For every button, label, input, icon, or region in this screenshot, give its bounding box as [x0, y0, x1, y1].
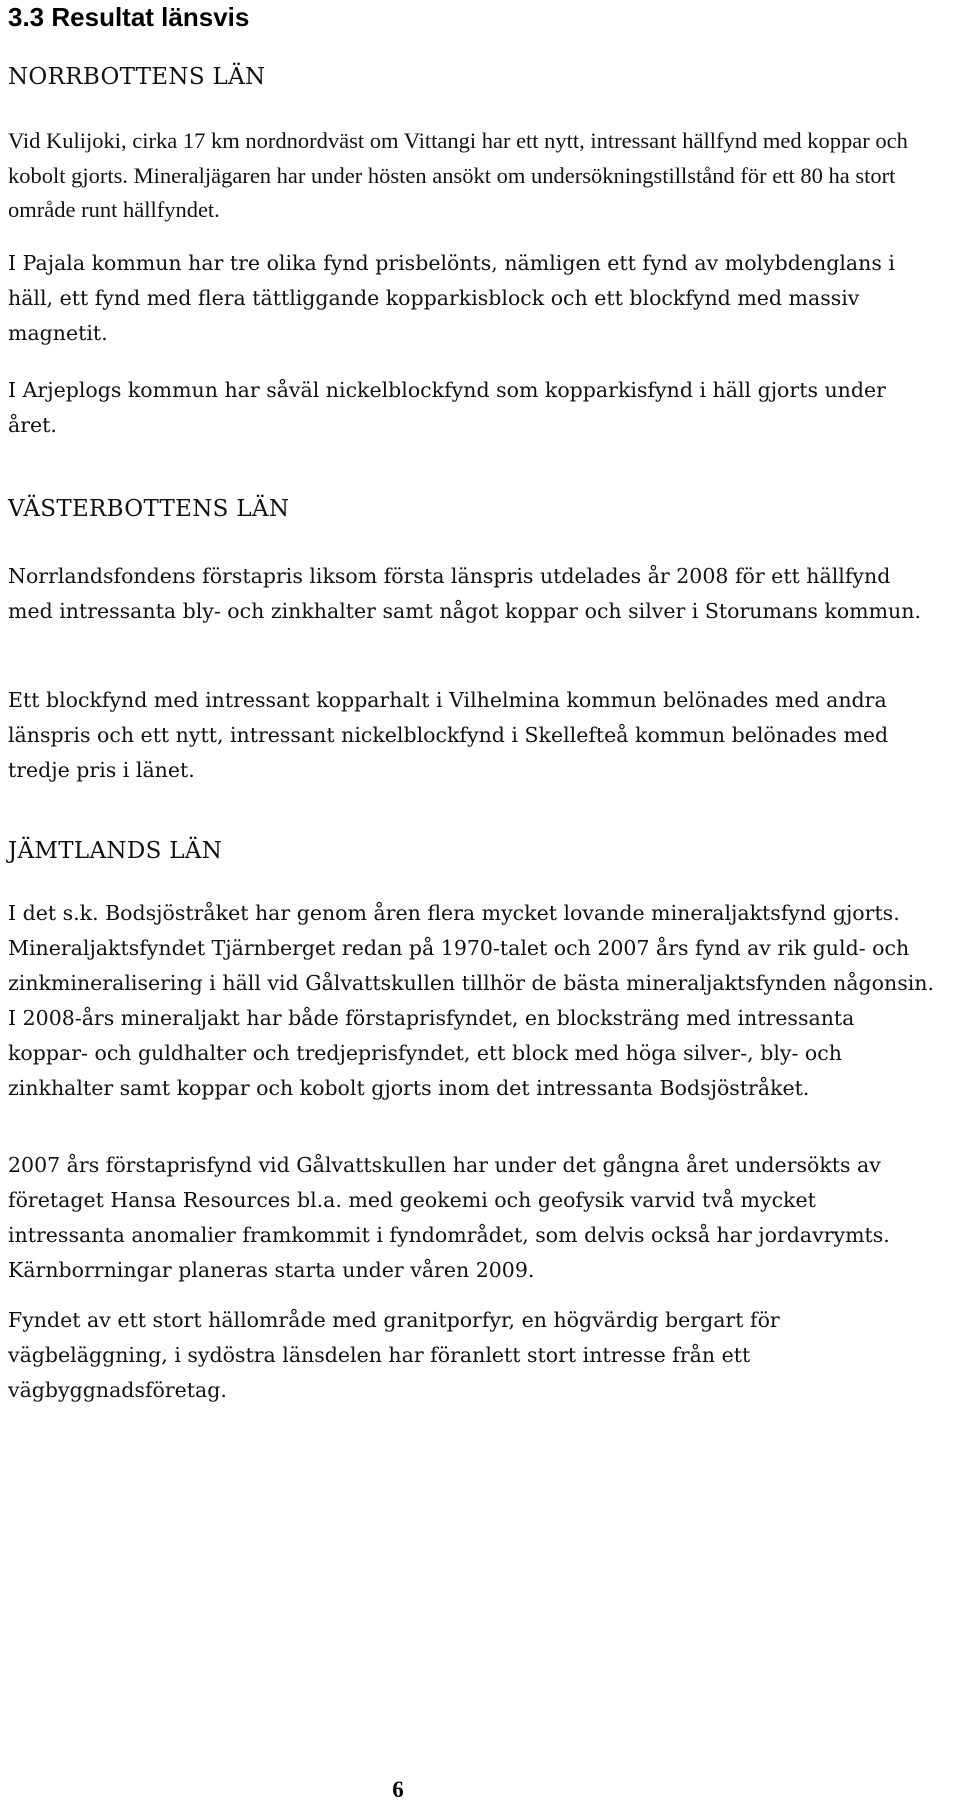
paragraph-bodsjostraket: I det s.k. Bodsjöstråket har genom åren flera mycket lovande mineraljaktsfynd gjorts. Mineraljaktsfyndet Tjärnberget redan på 1970-talet och 2007 års fynd av rik guld- och zinkmineralisering i häll vid Gålvattskullen tillhör de bästa mineraljaktsfynden någonsin. I 2008-års mineraljakt har både förstaprisfyndet, en blocksträng med intressanta koppar- och guldhalter och tredjeprisfyndet, ett block med höga silver-, bly- och zinkhalter samt koppar och kobolt gjorts inom det intressanta Bodsjöstråket.	[8, 901, 935, 1100]
paragraph-granitporfyr: Fyndet av ett stort hällområde med granitporfyr, en högvärdig bergart för vägbeläggning, i sydöstra länsdelen har föranlett stort intresse från ett vägbyggnadsföretag.	[8, 1308, 780, 1402]
paragraph-storuman: Norrlandsfondens förstapris liksom första länspris utdelades år 2008 för ett hällfynd med intressanta bly- och zinkhalter samt något koppar och silver i Storumans kommun.	[8, 564, 921, 623]
page-number: 6	[392, 1777, 404, 1802]
paragraph-arjeplog: I Arjeplogs kommun har såväl nickelblockfynd som kopparkisfynd i häll gjorts under året.	[8, 378, 886, 437]
heading-vasterbotten: VÄSTERBOTTENS LÄN	[8, 496, 290, 522]
paragraph-pajala: I Pajala kommun har tre olika fynd prisbelönts, nämligen ett fynd av molybdenglans i häll, ett fynd med flera tättliggande kopparkisblock och ett blockfynd med massiv magnetit.	[8, 251, 895, 345]
section-title: 3.3 Resultat länsvis	[8, 2, 250, 32]
heading-jamtland: JÄMTLANDS LÄN	[8, 838, 223, 864]
paragraph-kulijoki: Vid Kulijoki, cirka 17 km nordnordväst om Vittangi har ett nytt, intressant hällfynd med koppar och kobolt gjorts. Mineraljägaren har under hösten ansökt om undersökningstillstånd för ett 80 ha stort område runt hällfyndet.	[8, 128, 908, 222]
paragraph-galvattskullen: 2007 års förstaprisfynd vid Gålvattskullen har under det gångna året undersökts av företaget Hansa Resources bl.a. med geokemi och geofysik varvid två mycket intressanta anomalier framkommit i fyndområdet, som delvis också har jordavrymts. Kärnborrningar planeras starta under våren 2009.	[8, 1153, 890, 1282]
heading-norrbotten: NORRBOTTENS LÄN	[8, 64, 266, 90]
paragraph-vilhelmina: Ett blockfynd med intressant kopparhalt i Vilhelmina kommun belönades med andra länspris och ett nytt, intressant nickelblockfynd i Skellefteå kommun belönades med tredje pris i länet.	[8, 688, 889, 782]
